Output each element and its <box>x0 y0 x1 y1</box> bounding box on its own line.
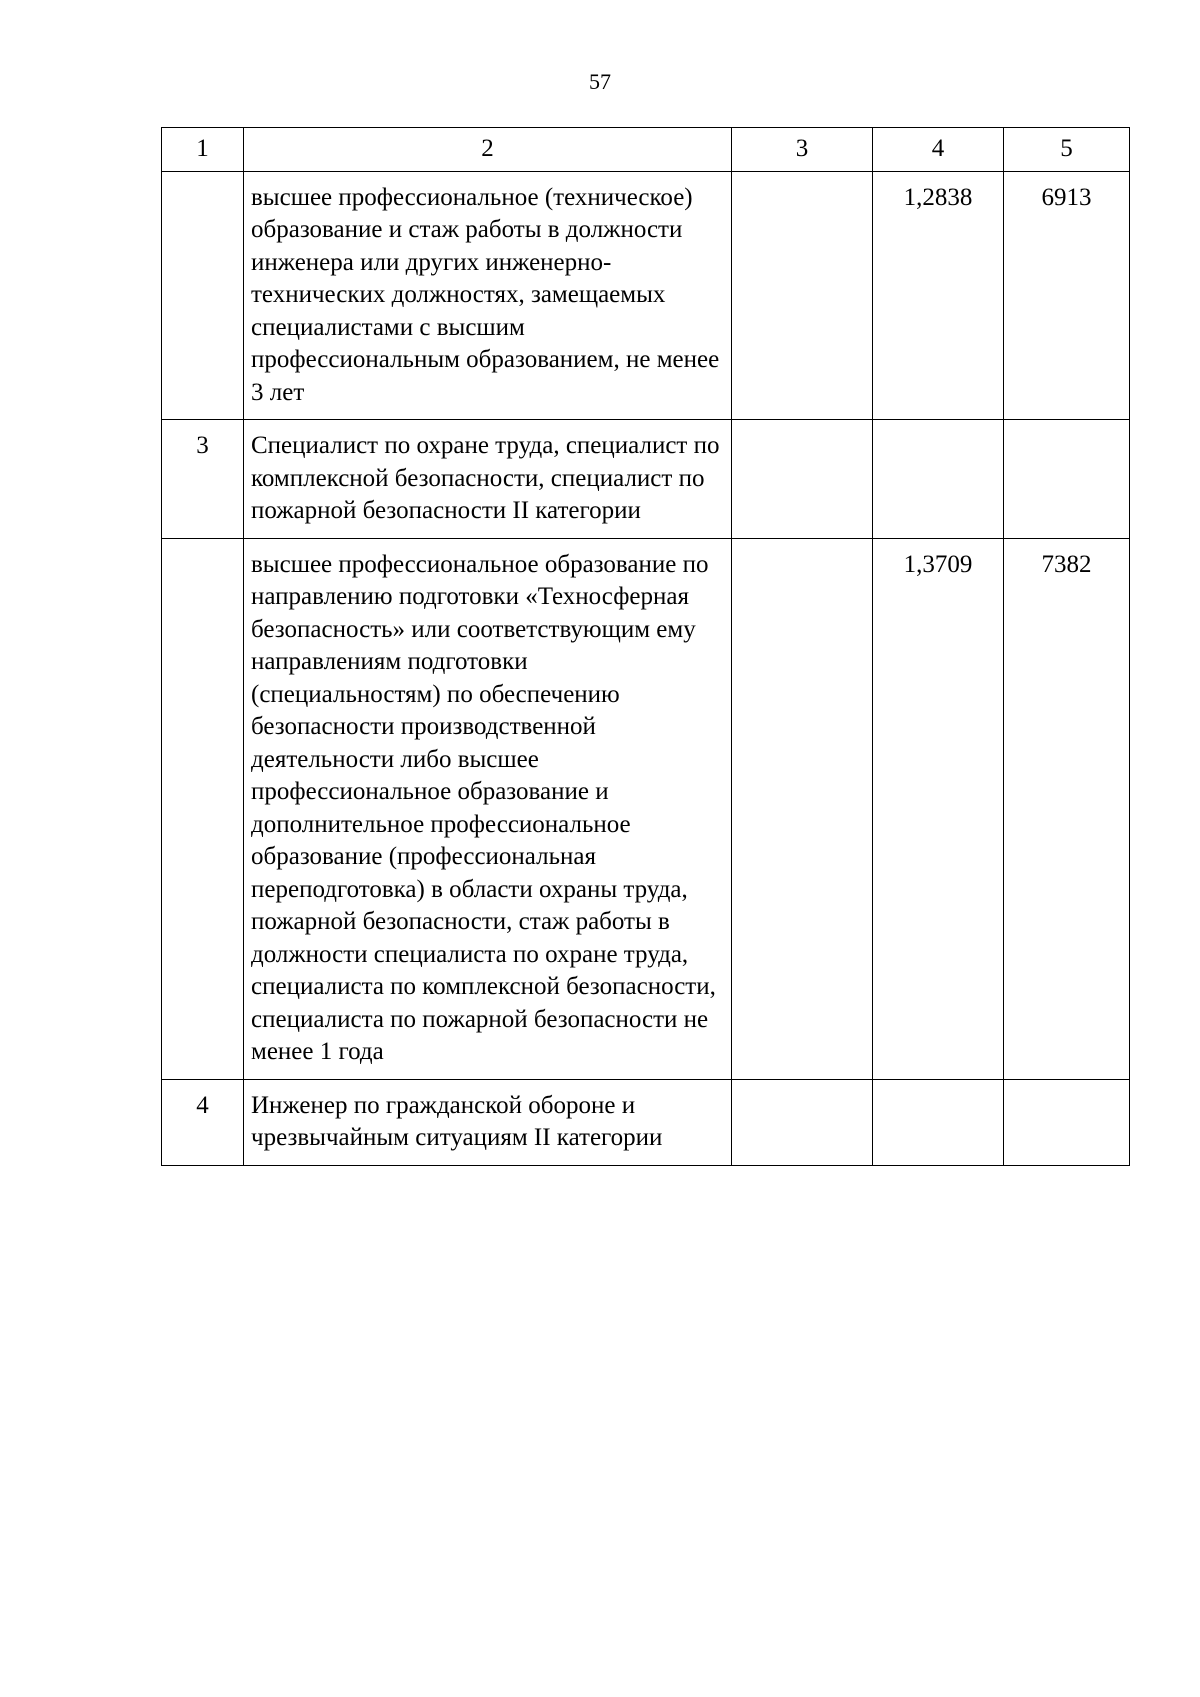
amount-cell: 6913 <box>1004 171 1130 420</box>
coefficient-cell: 1,2838 <box>873 171 1004 420</box>
header-cell-2: 2 <box>244 128 732 172</box>
position-title-cell: Специалист по охране труда, специалист по комплексной безопасности, специалист по пожарной безопасности II категории <box>244 420 732 539</box>
coefficient-cell <box>873 1079 1004 1165</box>
amount-cell: 7382 <box>1004 538 1130 1079</box>
column-3-cell <box>732 1079 873 1165</box>
row-number-cell: 3 <box>162 420 244 539</box>
column-3-cell <box>732 538 873 1079</box>
table-row <box>162 1079 1130 1165</box>
description-cell: высшее профессиональное образование по направлению подготовки «Техносферная безопасность» или соответствующим ему направлениям подготовки (специальностям) по обеспечению безопасности производственной деятельности либо высшее профессиональное образование и дополнительное профессиональное образование (профессиональная переподготовка) в области охраны труда, пожарной безопасности, стаж работы в должности специалиста по охране труда, специалиста по комплексной безопасности, специалиста по пожарной безопасности не менее 1 года <box>244 538 732 1079</box>
row-number-cell <box>162 171 244 420</box>
header-cell-4: 4 <box>873 128 1004 172</box>
amount-cell <box>1004 420 1130 539</box>
header-cell-3: 3 <box>732 128 873 172</box>
page-number: 57 <box>589 69 611 94</box>
row-number-cell: 4 <box>162 1079 244 1165</box>
coefficient-cell <box>873 420 1004 539</box>
table-row <box>162 171 1130 420</box>
column-3-cell <box>732 171 873 420</box>
header-cell-1: 1 <box>162 128 244 172</box>
position-title-cell: Инженер по гражданской обороне и чрезвычайным ситуациям II категории <box>244 1079 732 1165</box>
table-header-row <box>162 128 1130 172</box>
document-table <box>161 127 1130 1166</box>
header-cell-5: 5 <box>1004 128 1130 172</box>
amount-cell <box>1004 1079 1130 1165</box>
description-cell: высшее профессиональное (техническое) образование и стаж работы в должности инженера или других инженерно-технических должностях, замещаемых специалистами с высшим профессиональным образованием, не менее 3 лет <box>244 171 732 420</box>
coefficient-cell: 1,3709 <box>873 538 1004 1079</box>
table-row <box>162 420 1130 539</box>
column-3-cell <box>732 420 873 539</box>
table-row <box>162 538 1130 1079</box>
row-number-cell <box>162 538 244 1079</box>
